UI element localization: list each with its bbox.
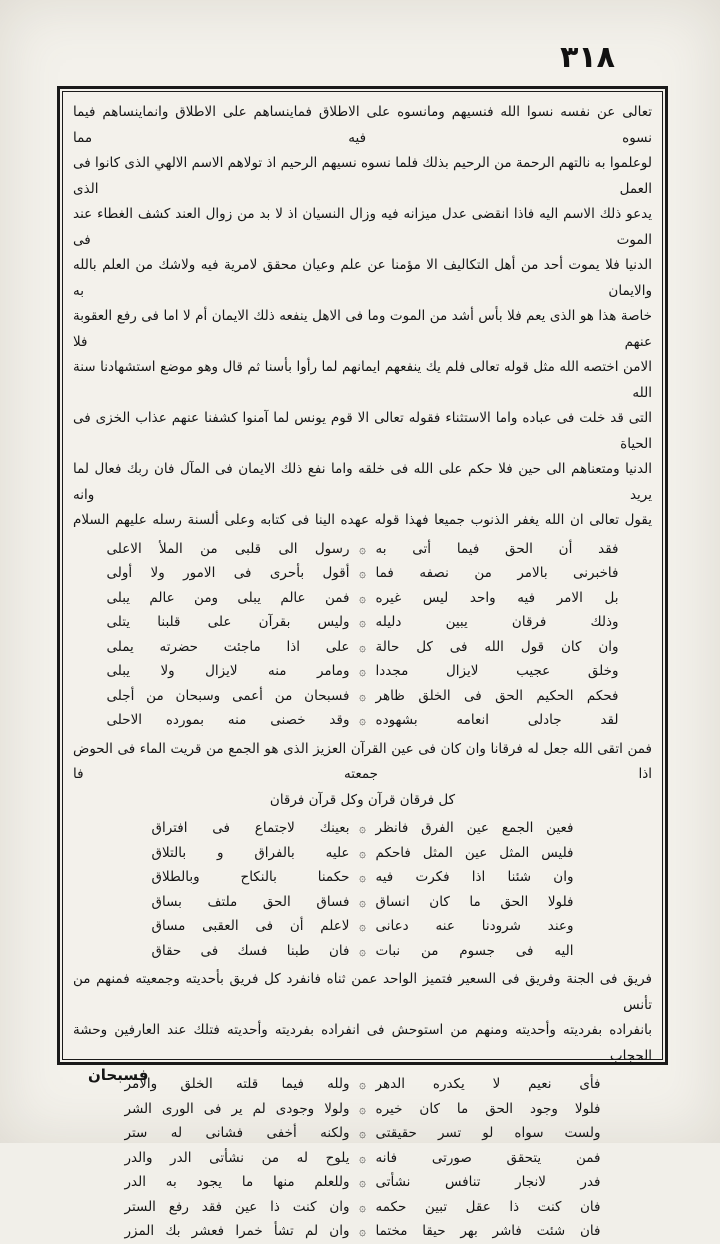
hemistich-right: فعين الجمع عين الفرق فانظر <box>375 820 574 836</box>
hemistich-right: وان كان قول الله فى كل حالة <box>375 638 619 655</box>
verse-line <box>73 635 652 660</box>
verse-line <box>73 914 652 939</box>
verse-line <box>73 684 652 709</box>
hemistich-left: بعينك لاجتماع فى افتراق <box>151 820 350 836</box>
verse-line <box>73 561 652 586</box>
hemistich-left: رسول الى قلبى من الملأ الاعلى <box>106 540 350 557</box>
hemistich-right: ولست سواه لو تسر حقيقتى <box>375 1125 601 1141</box>
verse-line <box>73 708 652 733</box>
hemistich-right: فان شئت فاشر بهر حيقا مختما <box>375 1223 601 1239</box>
paragraph-line: لوعلموا به نالتهم الرحمة من الرحيم بذلك فلما نسوه نسيهم الرحيم اذ تولاهم الاسم الالهي الذى كانوا فى العمل الذى <box>73 155 652 197</box>
paragraph-commentary-1 <box>73 100 652 534</box>
hemistich-right: فان كنت ذا عقل تبين حكمه <box>375 1198 601 1215</box>
verse-separator-icon: ۞ <box>358 894 367 909</box>
paragraph-commentary-3 <box>73 967 652 1069</box>
hemistich-left: على اذا ماجئت حضرته يملى <box>106 638 350 655</box>
verse-line <box>73 1097 652 1122</box>
verse-separator-icon: ۞ <box>358 1224 367 1238</box>
hemistich-right: فمن يتحقق صورتى فانه <box>375 1149 601 1166</box>
verse-separator-icon: ۞ <box>358 1126 367 1140</box>
verse-separator-icon: ۞ <box>358 870 367 884</box>
hemistich-left: حكمنا بالنكاح وبالطلاق <box>151 869 350 885</box>
paragraph-line: خاصة هذا هو الذى يعم فلا بأس أشد من الموت وما فى الاهل ينفعه ذلك الايمان أم لا اما فى رفع العقوبة عنهم فلا <box>73 308 652 350</box>
verse-separator-icon: ۞ <box>358 1199 367 1214</box>
hemistich-right: بل الامر فيه واحد ليس غيره <box>375 589 619 606</box>
verse-separator-icon: ۞ <box>358 1175 367 1189</box>
verse-separator-icon: ۞ <box>358 845 367 860</box>
hemistich-right: لقد جادلى انعامه بشهوده <box>375 712 619 728</box>
hemistich-right: فلولا الحق ما كان انساق <box>375 893 574 910</box>
hemistich-left: ولولا وجودى لم ير فى الورى الشر <box>124 1100 350 1117</box>
catchword: فسبحان <box>88 1066 149 1084</box>
verse-separator-icon: ۞ <box>358 943 367 958</box>
hemistich-left: ولكنه أخفى فشانى له ستر <box>124 1125 350 1141</box>
hemistich-right: فليس المثل عين المثل فاحكم <box>375 844 574 861</box>
paragraph-line: يقول تعالى ان الله يغفر الذنوب جميعا فهذا قوله عهده الينا فى كتابه وعلى ألسنة رسله عليهم السلام <box>73 512 652 528</box>
verse-line <box>73 1072 652 1097</box>
verse-separator-icon: ۞ <box>358 566 367 580</box>
hemistich-left: ومامر منه لايزال ولا يبلى <box>106 663 350 679</box>
hemistich-right: وخلق عجيب لايزال مجددا <box>375 663 619 679</box>
verse-line <box>73 1121 652 1146</box>
hemistich-left: يلوح له من نشأتى الدر والدر <box>124 1149 350 1166</box>
verse-line <box>73 1219 652 1244</box>
hemistich-left: وان لم تشأ خمرا فعشر بك المزر <box>124 1223 350 1239</box>
hemistich-left: عليه بالفراق و بالتلاق <box>151 844 350 861</box>
verse-line <box>73 537 652 562</box>
verse-separator-icon: ۞ <box>358 919 367 933</box>
hemistich-left: فسبحان من أعمى وسبحان من أجلى <box>106 687 350 704</box>
verse-separator-icon: ۞ <box>358 1077 367 1091</box>
verse-separator-icon: ۞ <box>358 639 367 654</box>
hemistich-left: وليس بقرآن على قلبنا يتلى <box>106 614 350 630</box>
paragraph-line: الدنيا ومتعناهم الى حين فلا حكم على الله فى خلقه واما نفع ذلك الايمان فى المآل فان ربك فعال لما يريد وانه <box>73 461 652 503</box>
paragraph-line: تعالى عن نفسه نسوا الله فنسيهم ومانسوه على الاطلاق فماينساهم على الاطلاق وانماينساهم فيما نسوه فيه مما <box>73 104 652 146</box>
verse-separator-icon: ۞ <box>358 688 367 703</box>
hemistich-left: فساق الحق ملتف بساق <box>151 893 350 910</box>
verse-separator-icon: ۞ <box>358 1150 367 1165</box>
hemistich-left: ولله فيما قلته الخلق والامر <box>124 1076 350 1092</box>
verse-separator-icon: ۞ <box>358 664 367 678</box>
verse-separator-icon: ۞ <box>358 713 367 727</box>
hemistich-right: اليه فى جسوم من نبات <box>375 942 574 959</box>
hemistich-right: فأى نعيم لا يكدره الدهر <box>375 1076 601 1092</box>
verse-line <box>73 586 652 611</box>
hemistich-left: وقد خصنى منه بمورده الاحلى <box>106 712 350 728</box>
poem-block-3 <box>73 1072 652 1244</box>
hemistich-right: وان شئنا اذا فكرت فيه <box>375 869 574 885</box>
paragraph-line: فمن اتقى الله جعل له فرقانا وان كان فى عين القرآن العزيز الذى هو الجمع من قريت الماء فى الحوض اذا جمعته فا <box>73 740 652 782</box>
hemistich-right: فقد أن الحق فيما أتى به <box>375 540 619 557</box>
verse-line <box>73 659 652 684</box>
verse-line <box>73 1146 652 1171</box>
paragraph-line: الدنيا فلا يموت أحد من أهل التكاليف الا مؤمنا عن علم وعيان محقق لامرية فيه ولاشك من العلم بالله والايمان به <box>73 257 652 299</box>
hemistich-left: فمن عالم يبلى ومن عالم يبلى <box>106 589 350 606</box>
poem-block-1 <box>73 537 652 733</box>
hemistich-right: فلولا وجود الحق ما كان خيره <box>375 1100 601 1117</box>
paragraph-commentary-2 <box>73 737 652 814</box>
hemistich-right: فحكم الحكيم الحق فى الخلق ظاهر <box>375 687 619 704</box>
verse-line <box>73 1195 652 1220</box>
text-block-area <box>62 91 663 1239</box>
paragraph-line: الامن اختصه الله مثل قوله تعالى فلم يك ينفعهم ايمانهم لما رأوا بأسنا ثم قال وهو موضع استشهادنا سنة الله <box>73 359 652 401</box>
hemistich-right: وعند شرودنا عنه دعانى <box>375 918 574 934</box>
verse-separator-icon: ۞ <box>358 615 367 629</box>
poem-block-2 <box>73 816 652 963</box>
paragraph-line: التى قد خلت فى عباده واما الاستثناء فقوله تعالى الا قوم يونس لما آمنوا كشفنا عنهم عذاب الخزى فى الحياة <box>73 410 652 452</box>
hemistich-right: فدر لانجار تنافس نشأتى <box>375 1174 601 1190</box>
hemistich-left: فان طبنا فسك فى حقاق <box>151 942 350 959</box>
hemistich-left: وان كنت ذا عين فقد رفع الستر <box>124 1198 350 1215</box>
verse-separator-icon: ۞ <box>358 541 367 556</box>
verse-line <box>73 890 652 915</box>
paragraph-line: بانفراده بفرديته وأحديته ومنهم من استوحش فى انفراده بفرديته وأحديته فتلك عند العارفين وحشة الحجاب <box>73 1022 652 1064</box>
verse-separator-icon: ۞ <box>358 1101 367 1116</box>
verse-separator-icon: ۞ <box>358 821 367 835</box>
paragraph-line: يدعو ذلك الاسم اليه فاذا انقضى عدل ميزانه فيه وزال النسيان اذ لا بد من زوال العند كشف الغطاء عند الموت فى <box>73 206 652 248</box>
verse-line <box>73 816 652 841</box>
hemistich-left: لاعلم أن فى العقبى مساق <box>151 918 350 934</box>
page-border-frame <box>57 86 668 1239</box>
hemistich-right: وذلك فرقان يبين دليله <box>375 614 619 630</box>
paragraph-line: كل فرقان قرآن وكل قرآن فرقان <box>269 791 456 808</box>
page-number: ٣١٨ <box>560 40 615 75</box>
verse-line <box>73 610 652 635</box>
hemistich-left: وللعلم منها ما يجود به الدر <box>124 1174 350 1190</box>
verse-line <box>73 939 652 964</box>
verse-separator-icon: ۞ <box>358 590 367 605</box>
hemistich-right: فاخبرنى بالامر من نصفه فما <box>375 565 619 581</box>
verse-line <box>73 865 652 890</box>
verse-line <box>73 841 652 866</box>
hemistich-left: أقول بأحرى فى الامور ولا أولى <box>106 565 350 581</box>
paragraph-line: فريق فى الجنة وفريق فى السعير فتميز الواحد عمن ثناه فانفرد كل فريق بأحديته وجمعيته فمنهم من تأنس <box>73 971 652 1013</box>
verse-line <box>73 1170 652 1195</box>
